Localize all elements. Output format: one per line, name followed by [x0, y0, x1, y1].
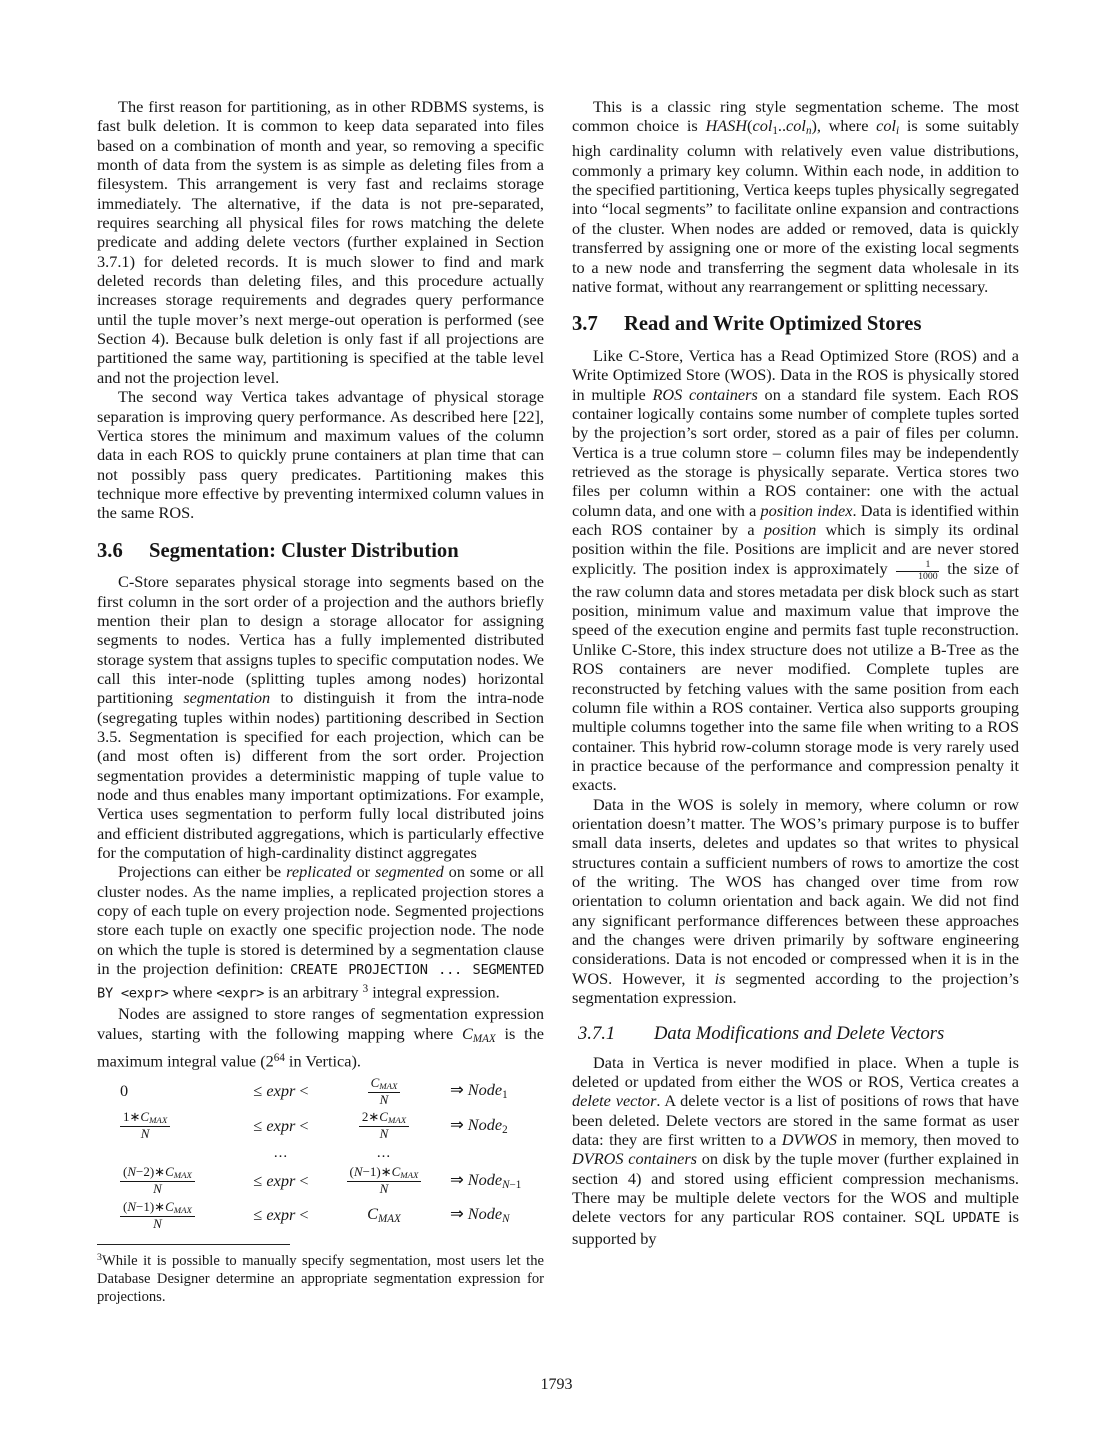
formula-rhs: CMAX: [367, 1204, 401, 1226]
paragraph-node-ranges: Nodes are assigned to store ranges of segmentation expression values, starting with the following mapping where CMAX is the maximum integral value ($2^{64}$ in Vertica).: [97, 1004, 545, 1071]
subsection-heading-3-7-1: [578, 1023, 1019, 1044]
formula-result: ⇒ NodeN: [450, 1204, 510, 1226]
section-heading-3-7: [572, 313, 1019, 337]
formula-lhs: 0: [120, 1081, 129, 1101]
formula-ellipsis: ...: [273, 1144, 289, 1161]
paragraph-bulk-deletion: The first reason for partitioning, as in other RDBMS systems, is fast bulk deletion. It is common to keep data separated into files based on a combination of month and year, so removing a specific month of data from the system is as simple as deleting files from a filesystem. This arrangement is very fast and reclaims storage immediately. The alternative, if the data is not pre-separated, requires searching all physical files for rows matching the delete predicate and adding delete vectors (further explained in Section 3.7.1) for deleted records. It is much slower to find and mark deleted records than deleting files, and this procedure actually increases storage requirements and degrades query performance until the tuple mover’s next merge-out operation is performed (see Section 4). Because bulk deletion is only fast if all projections are partitioned the same way, partitioning is specified at the table level and not the projection level.: [97, 97, 544, 387]
formula-rhs: [322, 1076, 446, 1108]
paragraph-ros-containers: Like C-Store, Vertica has a Read Optimized Store (ROS) and a Write Optimized Store (WOS). Data in the ROS is physically stored in multiple ROS containers on a standard file system. Each ROS container logically contains some number of complete tuples sorted by the projection’s sort order, stored as a pair of files per column. Vertica is a true column store – column files may be independently retrieved as the storage is physically separate. Vertica stores two files per column within a ROS container: one with the actual column data, and one with a position index. Data is identified within each ROS container by a position which is simply its ordinal position within the file. Positions are implicit and are never stored explicitly. The position index is approximately $\frac{1}{1000}$ the size of the raw column data and stores metadata per disk block such as start position, minimum value and maximum value that improve the speed of the execution engine and permits fast tuple reconstruction. Unlike C-Store, this index structure does not utilize a B-Tree as the ROS containers are never modified. Complete tuples are reconstructed by fetching values with the same position from each column file within a ROS container. Vertica also supports grouping multiple columns together into the same file when writing to a ROS container. This hybrid row-column storage mode is very rarely used in practice because of the performance and compression penalty it exacts.: [572, 345, 1020, 795]
fraction: $\frac{\text{2∗CMAX}}{N}$: [359, 1110, 409, 1142]
paragraph-wos-memory: Data in the WOS is solely in memory, where column or row orientation doesn’t matter. The WOS’s primary purpose is to buffer small data inserts, deletes and updates so that writes to physical structures contain a sufficient numbers of rows to amortize the cost of the writing. The WOS has changed over time from row orientation to column orientation and back again. We did not find any significant performance differences between these approaches and the changes were driven primarily by software engineering considerations. Data is not encoded or compressed when it is in the WOS. However, it is segmented according to the projection’s segmentation expression.: [572, 794, 1019, 1008]
section-title: Read and Write Optimized Stores: [624, 313, 922, 336]
formula-ellipsis: ...: [376, 1144, 392, 1161]
footnote-3: $^3$While it is possible to manually specify segmentation, most users let the Database Designer determine an appropriate segmentation expression for projections.: [97, 1252, 544, 1305]
paragraph-query-performance: The second way Vertica takes advantage of physical storage separation is improving query performance. As described here [22], Vertica stores the minimum and maximum values of the column data in each ROS to quickly prune containers at plan time that can not possibly pass query predicates. Partitioning makes this technique more effective by preventing intermixed column values in the same ROS.: [97, 387, 544, 523]
formula-lhs: [120, 1165, 240, 1197]
formula-lhs: [120, 1110, 240, 1142]
formula-relation: ≤ expr <: [253, 1115, 309, 1135]
paragraph-ring-segmentation: This is a classic ring style segmentation scheme. The most common choice is HASH(col1..coln), where coli is some suitably high cardinality column with relatively even value distributions, commonly a primary key column. Within each node, in addition to the specified partitioning, Vertica keeps tuples physically segregated into “local segments” to facilitate online expansion and contractions of the cluster. When nodes are added or removed, data is quickly transferred by assigning one or more of the existing local segments to a new node and transferring the segment data wholesale in its native format, without any rearrangement or splitting necessary.: [572, 97, 1020, 296]
page-number: 1793: [540, 1376, 573, 1393]
paragraph-replicated-segmented: Projections can either be replicated or segmented on some or all cluster nodes. As the name implies, a replicated projection stores a copy of each tuple on every projection node. Segmented projections store each tuple on exactly one specific projection node. The node on which the tuple is stored is determined by a segmentation clause in the projection definition: CREATE PROJECTION ... SEGMENTED BY <expr> where <expr> is an arbitrary $^3$ integral expression.: [97, 862, 545, 1002]
segmentation-mapping-formula: [120, 1076, 544, 1232]
formula-result: ⇒ NodeN−1: [450, 1169, 522, 1191]
fraction: $\frac{\text{(N−1)∗CMAX}}{N}$: [347, 1165, 422, 1197]
subsection-number: 3.7.1: [578, 1023, 616, 1045]
left-column: [97, 97, 544, 1306]
formula-relation: ≤ expr <: [253, 1170, 309, 1190]
paragraph-segmentation-intro: C-Store separates physical storage into segments based on the first column in the sort order of a projection and the authors briefly mention their plan to design a storage allocator for assigning segments to nodes. Vertica has a fully implemented distributed storage system that assigns tuples to specific computation nodes. We call this inter-node (splitting tuples among nodes) horizontal partitioning segmentation to distinguish it from the intra-node (segregating tuples within nodes) partitioning described in Section 3.5. Segmentation is specified for each projection, which can be (and most often is) different from the sort order. Projection segmentation provides a deterministic mapping of tuple value to node and thus enables many important optimizations. For example, Vertica uses segmentation to perform fully local distributed joins and efficient distributed aggregations, which is particularly effective for the computation of high-cardinality distinct aggregates: [97, 572, 544, 863]
fraction: $\frac{\text{(N−2)∗CMAX}}{N}$: [120, 1165, 195, 1197]
formula-relation: ≤ expr <: [253, 1081, 309, 1101]
formula-rhs: [322, 1165, 446, 1197]
fraction: $\frac{\text{1∗CMAX}}{N}$: [120, 1110, 170, 1142]
fraction: $\frac{\text{CMAX}}{N}$: [368, 1076, 401, 1108]
subsection-title: Data Modifications and Delete Vectors: [654, 1023, 945, 1045]
formula-relation: ≤ expr <: [253, 1205, 309, 1225]
section-heading-3-6: [97, 540, 544, 564]
formula-lhs: [120, 1200, 240, 1232]
footnote-divider: [97, 1244, 290, 1245]
formula-rhs: [322, 1110, 446, 1142]
section-title: Segmentation: Cluster Distribution: [149, 539, 459, 562]
formula-result: ⇒ Node2: [450, 1114, 508, 1136]
section-number: 3.7: [572, 313, 598, 336]
paragraph-delete-vectors: Data in Vertica is never modified in place. When a tuple is deleted or updated from either the WOS or ROS, Vertica creates a delete vector. A delete vector is a list of positions of rows that have been deleted. Delete vectors are stored in the same format as user data: they are first written to a DVWOS in memory, then moved to DVROS containers on disk by the tuple mover (further explained in section 4) and stored using efficient compression mechanisms. There may be multiple delete vectors for the WOS and multiple delete vectors for any particular ROS container. SQL UPDATE is supported by: [572, 1052, 1020, 1248]
fraction: $\frac{\text{(N−1)∗CMAX}}{N}$: [120, 1200, 195, 1232]
section-number: 3.6: [97, 539, 123, 562]
formula-result: ⇒ Node1: [450, 1080, 508, 1101]
right-column: [572, 97, 1019, 1248]
